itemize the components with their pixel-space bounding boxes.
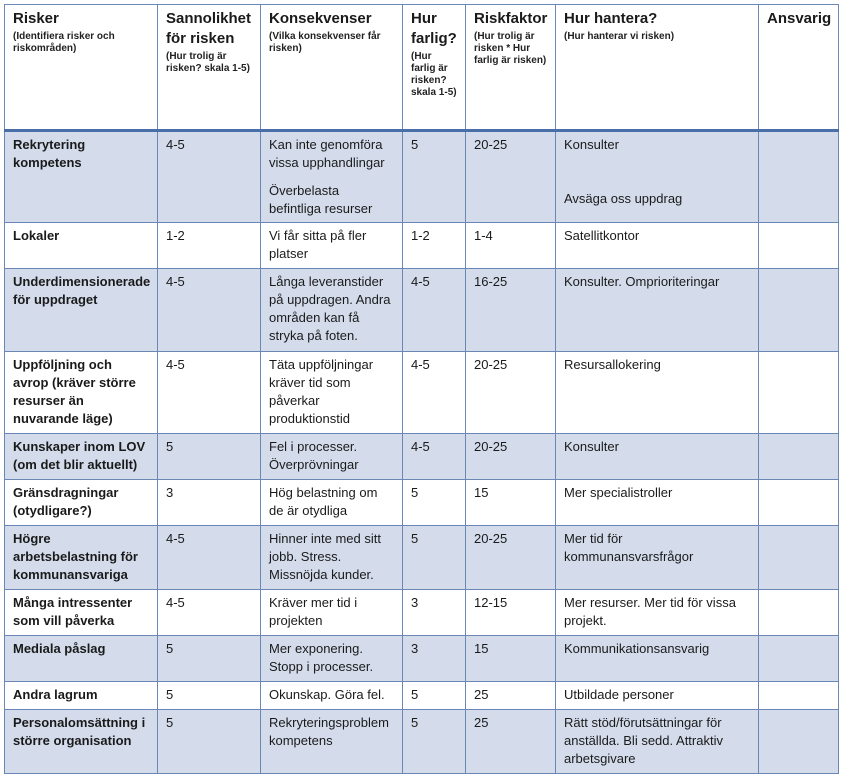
header-hur-farlig (403, 5, 466, 131)
header-riskfaktor (466, 5, 556, 131)
header-sannolikhet (158, 5, 261, 131)
header-title: Hur farlig? (411, 10, 457, 47)
header-subtitle: (Hur trolig är risken * Hur farlig är risken) (474, 31, 547, 66)
table-row (5, 434, 839, 480)
risk-factor-cell: 25 (466, 682, 556, 710)
probability-cell: 1-2 (158, 223, 261, 269)
risk-factor-cell: 1-4 (466, 223, 556, 269)
risk-cell: Rekrytering kompetens (5, 131, 158, 223)
danger-cell: 1-2 (403, 223, 466, 269)
risk-cell: Lokaler (5, 223, 158, 269)
risk-factor-cell: 15 (466, 636, 556, 682)
risk-cell: Många intressenter som vill påverka (5, 590, 158, 636)
risk-factor-cell: 12-15 (466, 590, 556, 636)
header-konsekvenser (261, 5, 403, 131)
handling-cell: Mer resurser. Mer tid för vissa projekt. (556, 590, 759, 636)
risk-cell: Andra lagrum (5, 682, 158, 710)
risk-factor-cell: 16-25 (466, 269, 556, 352)
header-title: Risker (13, 10, 59, 27)
table-row (5, 223, 839, 269)
risk-factor-cell: 25 (466, 710, 556, 774)
header-hur-hantera (556, 5, 759, 131)
probability-cell: 4-5 (158, 269, 261, 352)
risk-cell: Uppföljning och avrop (kräver större resurser än nuvarande läge) (5, 352, 158, 434)
consequence-cell: Rekryteringsproblem kompetens (261, 710, 403, 774)
handling-cell: Rätt stöd/förutsättningar för anställda. Bli sedd. Attraktiv arbetsgivare (556, 710, 759, 774)
danger-cell: 3 (403, 636, 466, 682)
danger-cell: 4-5 (403, 352, 466, 434)
consequence-cell: Okunskap. Göra fel. (261, 682, 403, 710)
handling-cell: Konsulter. Omprioriteringar (556, 269, 759, 352)
responsible-cell (759, 352, 839, 434)
probability-cell: 5 (158, 636, 261, 682)
table-row (5, 636, 839, 682)
consequence-text: Kan inte genomföra vissa upphandlingar (269, 137, 385, 170)
probability-cell: 4-5 (158, 131, 261, 223)
probability-cell: 5 (158, 682, 261, 710)
danger-cell: 4-5 (403, 434, 466, 480)
danger-cell: 5 (403, 710, 466, 774)
responsible-cell (759, 526, 839, 590)
table-row (5, 480, 839, 526)
risk-table (4, 4, 839, 774)
risk-factor-cell: 20-25 (466, 352, 556, 434)
table-row (5, 269, 839, 352)
header-title: Hur hantera? (564, 10, 658, 27)
risk-cell: Personalomsättning i större organisation (5, 710, 158, 774)
consequence-cell: Kräver mer tid i projekten (261, 590, 403, 636)
risk-factor-cell: 15 (466, 480, 556, 526)
consequence-cell: Vi får sitta på fler platser (261, 223, 403, 269)
header-subtitle: (Hur farlig är risken? skala 1-5) (411, 51, 457, 98)
responsible-cell (759, 682, 839, 710)
danger-cell: 4-5 (403, 269, 466, 352)
responsible-cell (759, 710, 839, 774)
handling-cell (556, 131, 759, 223)
header-title: Ansvarig (767, 10, 832, 27)
risk-cell: Högre arbetsbelastning för kommunansvariga (5, 526, 158, 590)
header-title: Konsekvenser (269, 10, 372, 27)
header-subtitle: (Vilka konsekvenser får risken) (269, 31, 381, 54)
consequence-cell (261, 131, 403, 223)
handling-cell: Kommunikationsansvarig (556, 636, 759, 682)
consequence-cell: Mer exponering. Stopp i processer. (261, 636, 403, 682)
responsible-cell (759, 636, 839, 682)
risk-cell: Gränsdragningar (otydligare?) (5, 480, 158, 526)
danger-cell: 5 (403, 131, 466, 223)
probability-cell: 3 (158, 480, 261, 526)
table-row (5, 710, 839, 774)
handling-text: Avsäga oss uppdrag (564, 191, 683, 206)
header-risker (5, 5, 158, 131)
responsible-cell (759, 434, 839, 480)
consequence-cell: Hög belastning om de är otydliga (261, 480, 403, 526)
handling-cell: Resursallokering (556, 352, 759, 434)
risk-factor-cell: 20-25 (466, 526, 556, 590)
danger-cell: 5 (403, 682, 466, 710)
consequence-cell: Fel i processer. Överprövningar (261, 434, 403, 480)
responsible-cell (759, 480, 839, 526)
probability-cell: 4-5 (158, 526, 261, 590)
handling-cell: Konsulter (556, 434, 759, 480)
table-row (5, 526, 839, 590)
handling-cell: Mer tid för kommunansvarsfrågor (556, 526, 759, 590)
consequence-cell: Hinner inte med sitt jobb. Stress. Missnöjda kunder. (261, 526, 403, 590)
handling-cell: Utbildade personer (556, 682, 759, 710)
risk-cell: Kunskaper inom LOV (om det blir aktuellt) (5, 434, 158, 480)
table-row (5, 682, 839, 710)
table-header-row (5, 5, 839, 131)
handling-cell: Satellitkontor (556, 223, 759, 269)
header-subtitle: (Hur trolig är risken? skala 1-5) (166, 51, 250, 74)
risk-factor-cell: 20-25 (466, 434, 556, 480)
responsible-cell (759, 269, 839, 352)
risk-cell: Mediala påslag (5, 636, 158, 682)
probability-cell: 5 (158, 710, 261, 774)
responsible-cell (759, 223, 839, 269)
probability-cell: 4-5 (158, 352, 261, 434)
consequence-cell: Täta uppföljningar kräver tid som påverkar produktionstid (261, 352, 403, 434)
risk-factor-cell: 20-25 (466, 131, 556, 223)
danger-cell: 5 (403, 480, 466, 526)
danger-cell: 3 (403, 590, 466, 636)
probability-cell: 5 (158, 434, 261, 480)
danger-cell: 5 (403, 526, 466, 590)
header-subtitle: (Identifiera risker och riskområden) (13, 31, 115, 54)
responsible-cell (759, 131, 839, 223)
handling-cell: Mer specialistroller (556, 480, 759, 526)
table-row (5, 131, 839, 223)
header-title: Sannolikhet för risken (166, 10, 252, 47)
table-row (5, 352, 839, 434)
responsible-cell (759, 590, 839, 636)
header-subtitle: (Hur hanterar vi risken) (564, 31, 675, 42)
header-ansvarig (759, 5, 839, 131)
handling-text: Konsulter (564, 137, 619, 152)
table-row (5, 590, 839, 636)
header-title: Riskfaktor (474, 10, 548, 27)
consequence-text: Överbelasta befintliga resurser (269, 183, 373, 216)
risk-cell: Underdimensionerade för uppdraget (5, 269, 158, 352)
consequence-cell: Långa leveranstider på uppdragen. Andra områden kan få stryka på foten. (261, 269, 403, 352)
probability-cell: 4-5 (158, 590, 261, 636)
